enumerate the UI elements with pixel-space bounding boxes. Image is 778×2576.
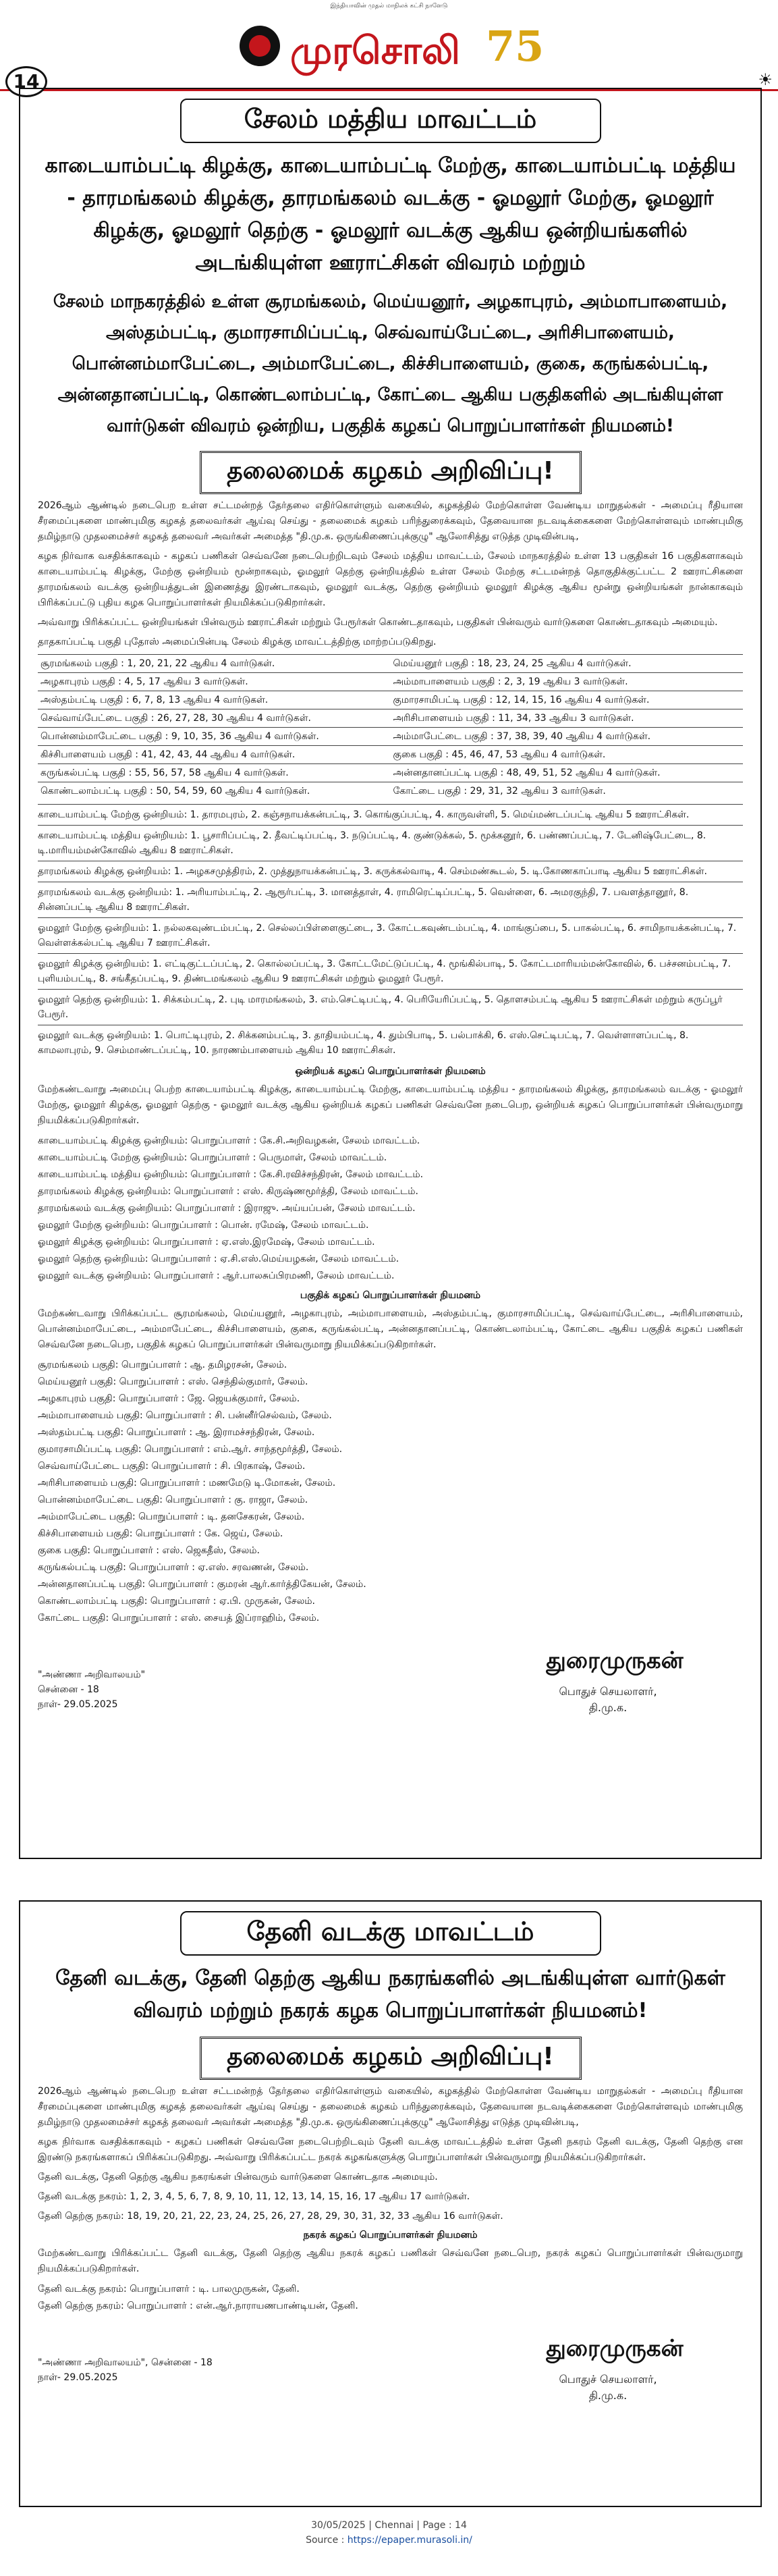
area-incharge-heading: பகுதிக் கழகப் பொறுப்பாளர்கள் நியமனம் bbox=[300, 1290, 481, 1301]
table-row bbox=[38, 691, 743, 709]
signer-post: பொதுச் செயலாளர், bbox=[559, 2373, 657, 2386]
town-note: மேற்கண்டவாறு பிரிக்கப்பட்ட தேனி வடக்கு, தேனி தெற்கு ஆகிய நகரக் கழகப் பணிகள் செவ்வனே நடைபெற, நகரக் கழகப் பொறுப்பாளர்கள் பின்வருமாறு நியமிக்கப்படுகிறார்கள். bbox=[38, 2248, 743, 2274]
list-item: மெய்யனூர் பகுதி: பொறுப்பாளர் : எஸ். செந்தில்குமார், சேலம். bbox=[38, 1376, 308, 1387]
list-item: ஓமலூர் வடக்கு ஒன்றியம்: பொறுப்பாளர் : ஆர்.பாலசுப்பிரமணி, சேலம் மாவட்டம். bbox=[38, 1270, 395, 1281]
page-number: 14 bbox=[5, 66, 47, 97]
table-row bbox=[38, 764, 743, 782]
signature-place bbox=[38, 2355, 213, 2385]
list-item: ஓமலூர் கிழக்கு ஒன்றியம்: 1. எட்டிகுட்டப்பட்டி, 2. கொல்லப்பட்டி, 3. கோட்டமேட்டுப்பட்டி, 4. மூங்கில்பாடி, 5. கோட்டமாரியம்மன்கோவில், 6. பச்சனம்பட்டி, 7. புளியம்பட்டி, 8. சங்கீதப்பட்டி, 9. திண்டமங்கலம் ஆகிய 9 ஊராட்சிகள் மற்றும் ஓமலூர் பேரூர். bbox=[38, 953, 743, 989]
union-incharge-list bbox=[38, 1133, 743, 1285]
list-item: ஓமலூர் தெற்கு ஒன்றியம்: பொறுப்பாளர் : ஏ.சி.எஸ்.மெய்யழகன், சேலம் மாவட்டம். bbox=[38, 1254, 399, 1264]
signature-block bbox=[38, 2328, 743, 2409]
sun-icon: ☀ bbox=[758, 70, 773, 89]
table-row bbox=[38, 746, 743, 764]
source-label: Source : bbox=[306, 2535, 348, 2546]
salem-announcement bbox=[19, 88, 762, 1859]
list-item: காடையாம்பட்டி மத்திய ஒன்றியம்: 1. பூசாரிப்பட்டி, 2. தீவட்டிப்பட்டி, 3. நடுப்பட்டி, 4. குண்டுக்கல், 5. மூக்கனூர், 6. பண்ணப்பட்டி, 7. டேனிஷ்பேட்டை, 8. டி.மாரியம்மன்கோவில் ஆகிய 8 ஊராட்சிகள். bbox=[38, 825, 743, 861]
signature-place bbox=[38, 1667, 145, 1712]
party-emblem-icon bbox=[240, 26, 280, 66]
footer-source bbox=[0, 2533, 778, 2548]
table-row bbox=[38, 728, 743, 746]
list-item: குமாரசாமிப்பட்டி பகுதி: பொறுப்பாளர் : எம்.ஆர். சாந்தமூர்த்தி, சேலம். bbox=[38, 1444, 343, 1455]
masthead-tagline: இந்தியாவின் முதல் மாநிலக் கட்சி நாளேடு bbox=[330, 3, 448, 9]
ward-cell: பொன்னம்மாபேட்டை பகுதி : 9, 10, 35, 36 ஆகிய 4 வார்டுகள். bbox=[38, 728, 391, 746]
ward-cell: அரிசிபாளையம் பகுதி : 11, 34, 33 ஆகிய 3 வார்டுகள். bbox=[391, 709, 744, 728]
list-item: ஓமலூர் வடக்கு ஒன்றியம்: 1. பொட்டிபுரம், 2. சிக்கனம்பட்டி, 3. தாதியம்பட்டி, 4. தும்பிபாடி, 5. பல்பாக்கி, 6. எஸ்.செட்டிபட்டி, 7. வெள்ளாளப்பட்டி, 8. காமலாபுரம், 9. செம்மாண்டப்பட்டி, 10. நாரணம்பாளையம் ஆகிய 10 ஊராட்சிகள். bbox=[38, 1025, 743, 1061]
announcement-banner: தலைமைக் கழகம் அறிவிப்பு! bbox=[200, 2037, 582, 2080]
list-item: காடையாம்பட்டி மத்திய ஒன்றியம்: பொறுப்பாளர் : கே.சி.ரவிச்சந்திரன், சேலம் மாவட்டம். bbox=[38, 1169, 424, 1180]
town-incharge-heading: நகரக் கழகப் பொறுப்பாளர்கள் நியமனம் bbox=[303, 2230, 478, 2240]
masthead bbox=[0, 16, 778, 91]
footer-meta: 30/05/2025 | Chennai | Page : 14 bbox=[311, 2520, 467, 2531]
theni-announcement bbox=[19, 1900, 762, 2507]
ward-cell: செவ்வாய்பேட்டை பகுதி : 26, 27, 28, 30 ஆகிய 4 வார்டுகள். bbox=[38, 709, 391, 728]
list-item: சூரமங்கலம் பகுதி: பொறுப்பாளர் : ஆ. தமிழரசன், சேலம். bbox=[38, 1360, 287, 1370]
ward-intro: தாதகாப்பட்டி பகுதி புதோஸ் அமைப்பின்படி சேலம் கிழக்கு மாவட்டத்திற்கு மாற்றப்படுகிறது. bbox=[38, 637, 437, 647]
union-list bbox=[38, 804, 743, 1061]
page-footer bbox=[0, 2518, 778, 2548]
list-item: காடையாம்பட்டி மேற்கு ஒன்றியம்: பொறுப்பாளர் : பெருமாள், சேலம் மாவட்டம். bbox=[38, 1152, 387, 1163]
list-item: குகை பகுதி: பொறுப்பாளர் : எஸ். ஜெகதீஸ், சேலம். bbox=[38, 1545, 260, 1556]
ward-cell: அழகாபுரம் பகுதி : 4, 5, 17 ஆகிய 3 வார்டுகள். bbox=[38, 673, 391, 691]
headline-unions: காடையாம்பட்டி கிழக்கு, காடையாம்பட்டி மேற்கு, காடையாம்பட்டி மத்திய - தாரமங்கலம் கிழக்கு, தாரமங்கலம் வடக்கு - ஓமலூர் மேற்கு, ஓமலூர் கிழக்கு, ஓமலூர் தெற்கு - ஓமலூர் வடக்கு ஆகிய ஒன்றியங்களில் அடங்கியுள்ள ஊராட்சிகள் விவரம் மற்றும் bbox=[45, 154, 736, 275]
list-item: பொன்னம்மாபேட்டை பகுதி: பொறுப்பாளர் : கு. ராஜா, சேலம். bbox=[38, 1495, 308, 1505]
ward-south: தேனி தெற்கு நகரம்: 18, 19, 20, 21, 22, 23, 24, 25, 26, 27, 28, 29, 30, 31, 32, 33 ஆகிய 16 வார்டுகள். bbox=[38, 2211, 503, 2222]
list-item: அன்னதானப்பட்டி பகுதி: பொறுப்பாளர் : குமரன் ஆர்.கார்த்திகேயன், சேலம். bbox=[38, 1579, 366, 1590]
signer-position bbox=[513, 1684, 702, 1716]
sign-city: சென்னை - 18 bbox=[38, 1684, 99, 1695]
sign-place: "அண்ணா அறிவாலயம்", சென்னை - 18 bbox=[38, 2357, 213, 2368]
signature-block bbox=[38, 1640, 743, 1721]
list-item: கொண்டலாம்பட்டி பகுதி: பொறுப்பாளர் : ஏ.பி. முருகன், சேலம். bbox=[38, 1596, 315, 1607]
list-item: அழகாபுரம் பகுதி: பொறுப்பாளர் : ஜே. ஜெயக்குமார், சேலம். bbox=[38, 1393, 300, 1404]
intro-paragraph: தேனி வடக்கு, தேனி தெற்கு ஆகிய நகரங்கள் பின்வரும் வார்டுகளை கொண்டதாக அமையும். bbox=[38, 2172, 438, 2182]
list-item: ஓமலூர் மேற்கு ஒன்றியம்: பொறுப்பாளர் : பொன். ரமேஷ், சேலம் மாவட்டம். bbox=[38, 1220, 369, 1231]
list-item: செவ்வாய்பேட்டை பகுதி: பொறுப்பாளர் : சி. பிரகாஷ், சேலம். bbox=[38, 1461, 306, 1472]
newspaper-name: முரசொலி bbox=[290, 28, 460, 73]
list-item: தேனி தெற்கு நகரம்: பொறுப்பாளர் : என்.ஆர்.நாராயணபாண்டியன், தேனி. bbox=[38, 2301, 358, 2311]
table-row bbox=[38, 782, 743, 801]
list-item: தேனி வடக்கு நகரம்: பொறுப்பாளர் : டி. பாலமுருகன், தேனி. bbox=[38, 2284, 300, 2295]
intro-paragraph: அவ்வாறு பிரிக்கப்பட்ட ஒன்றியங்கள் பின்வரும் ஊராட்சிகள் மற்றும் பேரூர்கள் கொண்டதாகவும், பகுதிகள் பின்வரும் வார்டுகளை கொண்டதாகவும் அமையும். bbox=[38, 617, 718, 628]
list-item: அரிசிபாளையம் பகுதி: பொறுப்பாளர் : மணமேடு டி.மோகன், சேலம். bbox=[38, 1478, 336, 1488]
list-item: ஓமலூர் மேற்கு ஒன்றியம்: 1. நல்லகவுண்டம்பட்டி, 2. செல்லப்பிள்ளைகுட்டை, 3. கோட்டகவுண்டம்பட்டி, 4. மாங்குப்பை, 5. பாகல்பட்டி, 6. சாமிநாயக்கன்பட்டி, 7. வெள்ளக்கல்பட்டி ஆகிய 7 ஊராட்சிகள். bbox=[38, 917, 743, 953]
ward-cell: குமாரசாமிபட்டி பகுதி : 12, 14, 15, 16 ஆகிய 4 வார்டுகள். bbox=[391, 691, 744, 709]
ward-cell: அஸ்தம்பட்டி பகுதி : 6, 7, 8, 13 ஆகிய 4 வார்டுகள். bbox=[38, 691, 391, 709]
signer-post: பொதுச் செயலாளர், bbox=[559, 1685, 657, 1698]
district-title: தேனி வடக்கு மாவட்டம் bbox=[180, 1911, 601, 1956]
district-title: சேலம் மத்திய மாவட்டம் bbox=[180, 99, 601, 143]
signer-name: துரைமுருகன் bbox=[546, 2335, 684, 2362]
list-item: கோட்டை பகுதி: பொறுப்பாளர் : எஸ். சையத் இப்ராஹிம், சேலம். bbox=[38, 1613, 320, 1624]
signer-name: துரைமுருகன் bbox=[546, 1647, 684, 1674]
intro-paragraph: 2026ஆம் ஆண்டில் நடைபெற உள்ள சட்டமன்றத் தேர்தலை எதிர்கொள்ளும் வகையில், கழகத்தில் மேற்கொள்ள வேண்டிய மாறுதல்கள் - அமைப்பு ரீதியான சீரமைப்புகளை மாண்புமிகு கழகத் தலைவர்கள் ஆய்வு செய்து - தலைமைக் கழகம் பரிந்துரைக்கவும், தேவையான நடவடிக்கைகளை மேற்கொள்ளவும் மாண்புமிகு தமிழ்நாடு முதலமைச்சர் கழகத் தலைவர் அவர்கள் அமைத்த "தி.மு.க. ஒருங்கிணைப்புக்குழு" ஆலோசித்து எடுத்த முடிவின்படி, bbox=[38, 2086, 743, 2128]
list-item: தாரமங்கலம் வடக்கு ஒன்றியம்: 1. அரியாம்பட்டி, 2. ஆரூர்பட்டி, 3. மானத்தாள், 4. ராமிரெட்டிப்பட்டி, 5. வெள்ளை, 6. அமரகுந்தி, 7. பவளத்தானூர், 8. சின்னப்பட்டி ஆகிய 8 ஊராட்சிகள். bbox=[38, 882, 743, 917]
sign-date: நாள்- 29.05.2025 bbox=[38, 1699, 118, 1710]
ward-table bbox=[38, 654, 743, 800]
ward-north: தேனி வடக்கு நகரம்: 1, 2, 3, 4, 5, 6, 7, 8, 9, 10, 11, 12, 13, 14, 15, 16, 17 ஆகிய 17 வார்டுகள். bbox=[38, 2191, 470, 2202]
list-item: அம்மாபாளையம் பகுதி: பொறுப்பாளர் : சி. பன்னீர்செல்வம், சேலம். bbox=[38, 1410, 332, 1421]
table-row bbox=[38, 673, 743, 691]
list-item: அம்மாபேட்டை பகுதி: பொறுப்பாளர் : டி. தனசேகரன், சேலம். bbox=[38, 1511, 305, 1522]
list-item: காடையாம்பட்டி கிழக்கு ஒன்றியம்: பொறுப்பாளர் : கே.சி.அறிவழகன், சேலம் மாவட்டம். bbox=[38, 1135, 420, 1146]
union-note: மேற்கண்டவாறு அமைப்பு பெற்ற காடையாம்பட்டி கிழக்கு, காடையாம்பட்டி மேற்கு, காடையாம்பட்டி மத்திய - தாரமங்கலம் கிழக்கு, தாரமங்கலம் வடக்கு - ஓமலூர் மேற்கு, ஓமலூர் கிழக்கு, ஓமலூர் தெற்கு - ஓமலூர் வடக்கு ஆகிய ஒன்றியக் கழகப் பணிகள் செவ்வனே நடைபெற, ஒன்றியக் கழகப் பொறுப்பாளர்கள் பின்வருமாறு நியமிக்கப்படுகிறார்கள். bbox=[38, 1084, 743, 1126]
union-incharge-heading: ஒன்றியக் கழகப் பொறுப்பாளர்கள் நியமனம் bbox=[295, 1066, 486, 1077]
area-incharge-list bbox=[38, 1357, 743, 1627]
ward-cell: கோட்டை பகுதி : 29, 31, 32 ஆகிய 3 வார்டுகள். bbox=[391, 782, 744, 801]
list-item: ஓமலூர் கிழக்கு ஒன்றியம்: பொறுப்பாளர் : ஏ.எஸ்.இரமேஷ், சேலம் மாவட்டம். bbox=[38, 1237, 375, 1247]
ward-cell: அம்மாபாளையம் பகுதி : 2, 3, 19 ஆகிய 3 வார்டுகள். bbox=[391, 673, 744, 691]
ward-cell: கருங்கல்பட்டி பகுதி : 55, 56, 57, 58 ஆகிய 4 வார்டுகள். bbox=[38, 764, 391, 782]
list-item: ஓமலூர் தெற்கு ஒன்றியம்: 1. சிக்கம்பட்டி, 2. புடி மாரமங்கலம், 3. எம்.செட்டிபட்டி, 4. பெரியேரிப்பட்டி, 5. தொளசம்பட்டி ஆகிய 5 ஊராட்சிகள் மற்றும் கருப்பூர் பேரூர். bbox=[38, 989, 743, 1025]
town-incharge-list bbox=[38, 2281, 743, 2315]
signer-party: தி.மு.க. bbox=[588, 1701, 628, 1714]
table-row bbox=[38, 709, 743, 728]
list-item: கிச்சிபாளையம் பகுதி: பொறுப்பாளர் : கே. ஜெய், சேலம். bbox=[38, 1528, 283, 1539]
list-item: தாரமங்கலம் கிழக்கு ஒன்றியம்: பொறுப்பாளர் : எஸ். கிருஷ்ணமூர்த்தி, சேலம் மாவட்டம். bbox=[38, 1186, 418, 1197]
headline-areas: சேலம் மாநகரத்தில் உள்ள சூரமங்கலம், மெய்யனூர், அழகாபுரம், அம்மாபாளையம், அஸ்தம்பட்டி, குமாரசாமிப்பட்டி, செவ்வாய்பேட்டை, அரிசிபாளையம், பொன்னம்மாபேட்டை, அம்மாபேட்டை, கிச்சிபாளையம், குகை, கருங்கல்பட்டி, அன்னதானப்பட்டி, கொண்டலாம்பட்டி, கோட்டை ஆகிய பகுதிகளில் அடங்கியுள்ள வார்டுகள் விவரம் ஒன்றிய, பகுதிக் கழகப் பொறுப்பாளர்கள் நியமனம்! bbox=[53, 292, 728, 436]
headline-theni: தேனி வடக்கு, தேனி தெற்கு ஆகிய நகரங்களில் அடங்கியுள்ள வார்டுகள் விவரம் மற்றும் நகரக் கழக பொறுப்பாளர்கள் நியமனம்! bbox=[55, 1966, 725, 2022]
ward-cell: குகை பகுதி : 45, 46, 47, 53 ஆகிய 4 வார்டுகள். bbox=[391, 746, 744, 764]
intro-paragraph: கழக நிர்வாக வசதிக்காகவும் - கழகப் பணிகள் செவ்வனே நடைபெற்றிடவும் சேலம் மத்திய மாவட்டம், சேலம் மாநகரத்தில் உள்ள 13 பகுதிகள் 16 பகுதிகளாகவும் காடையாம்பட்டி கிழக்கு, மேற்கு ஒன்றியம் மூன்றாகவும், ஓமலூர் தெற்கு ஒன்றியத்தில் உள்ள சேலம் மேற்கு சட்டமன்றத் தொகுதிக்குட்பட்ட 2 ஊராட்சிகளை தாரமங்கலம் வடக்கு ஒன்றியத்துடன் இணைத்து இரண்டாகவும், ஓமலூர் வடக்கு, தெற்கு ஒன்றியம் ஓமலூர் கிழக்கு ஆகிய மூன்று ஒன்றியங்கள் நான்காகவும் பிரிக்கப்பட்டு புதிய கழக பொறுப்பாளர்கள் நியமிக்கப்படுகிறார்கள். bbox=[38, 551, 743, 608]
list-item: காடையாம்பட்டி மேற்கு ஒன்றியம்: 1. தாரமபுரம், 2. கஞ்சநாயக்கன்பட்டி, 3. கொங்குப்பட்டி, 4. காருவள்ளி, 5. மெய்மண்டப்பட்டி ஆகிய 5 ஊராட்சிகள். bbox=[38, 804, 743, 825]
sign-place: "அண்ணா அறிவாலயம்" bbox=[38, 1669, 146, 1680]
ward-cell: அன்னதானப்பட்டி பகுதி : 48, 49, 51, 52 ஆகிய 4 வார்டுகள். bbox=[391, 764, 744, 782]
signer-party: தி.மு.க. bbox=[588, 2389, 628, 2402]
intro-paragraph: கழக நிர்வாக வசதிக்காகவும் - கழகப் பணிகள் செவ்வனே நடைபெற்றிடவும் தேனி வடக்கு மாவட்டத்தில் உள்ள தேனி நகரம் தேனி வடக்கு, தேனி தெற்கு என இரண்டு நகரங்களாகப் பிரிக்கப்படுகிறது. அவ்வாறு பிரிக்கப்பட்ட நகரக் கழகங்களுக்கு பொறுப்பாளர்கள் பின்வருமாறு நியமிக்கப்படுகிறார்கள். bbox=[38, 2137, 743, 2163]
table-row bbox=[38, 655, 743, 673]
source-link[interactable]: https://epaper.murasoli.in/ bbox=[347, 2535, 472, 2546]
list-item: கருங்கல்பட்டி பகுதி: பொறுப்பாளர் : ஏ.எஸ். சரவணன், சேலம். bbox=[38, 1562, 309, 1573]
ward-cell: சூரமங்கலம் பகுதி : 1, 20, 21, 22 ஆகிய 4 வார்டுகள். bbox=[38, 655, 391, 673]
ward-cell: அம்மாபேட்டை பகுதி : 37, 38, 39, 40 ஆகிய 4 வார்டுகள். bbox=[391, 728, 744, 746]
ward-cell: கொண்டலாம்பட்டி பகுதி : 50, 54, 59, 60 ஆகிய 4 வார்டுகள். bbox=[38, 782, 391, 801]
intro-paragraph: 2026ஆம் ஆண்டில் நடைபெற உள்ள சட்டமன்றத் தேர்தலை எதிர்கொள்ளும் வகையில், கழகத்தில் மேற்கொள்ள வேண்டிய மாறுதல்கள் - அமைப்பு ரீதியான சீரமைப்புகளை மாண்புமிகு கழகத் தலைவர்கள் ஆய்வு செய்து - தலைமைக் கழகம் பரிந்துரைக்கவும், தேவையான நடவடிக்கைகளை மேற்கொள்ளவும் மாண்புமிகு தமிழ்நாடு முதலமைச்சர் கழகத் தலைவர் அவர்கள் அமைத்த "தி.மு.க. ஒருங்கிணைப்புக்குழு" ஆலோசித்து எடுத்த முடிவின்படி, bbox=[38, 500, 743, 542]
list-item: தாரமங்கலம் கிழக்கு ஒன்றியம்: 1. அழகசமுத்திரம், 2. முத்துநாயக்கன்பட்டி, 3. கருக்கல்வாடி, 4. செம்மண்கூடல், 5. டி.கோணகாப்பாடி ஆகிய 5 ஊராட்சிகள். bbox=[38, 861, 743, 882]
signer-position bbox=[513, 2371, 702, 2404]
list-item: அஸ்தம்பட்டி பகுதி: பொறுப்பாளர் : ஆ. இராமச்சந்திரன், சேலம். bbox=[38, 1427, 315, 1438]
anniversary-badge: 75 bbox=[486, 22, 545, 71]
announcement-banner: தலைமைக் கழகம் அறிவிப்பு! bbox=[200, 451, 582, 494]
ward-cell: மெய்யனூர் பகுதி : 18, 23, 24, 25 ஆகிய 4 வார்டுகள். bbox=[391, 655, 744, 673]
area-note: மேற்கண்டவாறு பிரிக்கப்பட்ட சூரமங்கலம், மெய்யனூர், அழகாபுரம், அம்மாபாளையம், அஸ்தம்பட்டி, குமாரசாமிப்பட்டி, செவ்வாய்பேட்டை, அரிசிபாளையம், பொன்னம்மாபேட்டை, அம்மாபேட்டை, கிச்சிபாளையம், குகை, கருங்கல்பட்டி, அன்னதானப்பட்டி, கொண்டலாம்பட்டி, கோட்டை ஆகிய பகுதிக் கழகப் பணிகள் செவ்வனே நடைபெற, பகுதிக் கழகப் பொறுப்பாளர்கள் பின்வருமாறு நியமிக்கப்படுகிறார்கள். bbox=[38, 1308, 743, 1350]
list-item: தாரமங்கலம் வடக்கு ஒன்றியம்: பொறுப்பாளர் : இராஜு. அய்யப்பன், சேலம் மாவட்டம். bbox=[38, 1203, 416, 1214]
ward-cell: கிச்சிபாளையம் பகுதி : 41, 42, 43, 44 ஆகிய 4 வார்டுகள். bbox=[38, 746, 391, 764]
sign-date: நாள்- 29.05.2025 bbox=[38, 2372, 118, 2383]
